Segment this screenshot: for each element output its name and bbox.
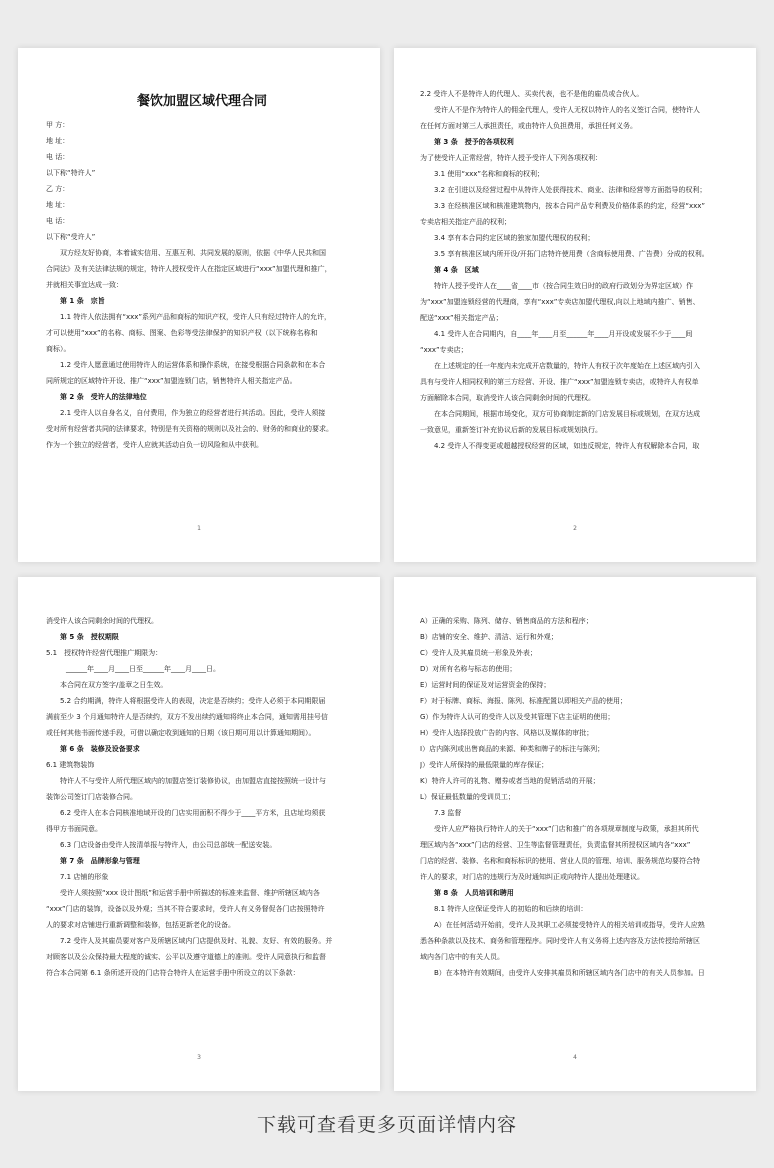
text-line: I）店内陈列或出售商品的来源、种类和牌子的标注与陈列； xyxy=(420,745,605,753)
document-page-3 xyxy=(18,577,380,1091)
text-line: F）对于标牌、商标、海报、陈列、标准配置以即相关产品的使用； xyxy=(420,697,628,705)
text-line: 满前至少 3 个月通知特许人是否续约，双方不发出续约通知将终止本合同，通知需用挂号信 xyxy=(46,713,328,721)
download-more-caption: 下载可查看更多页面详情内容 xyxy=(256,1114,517,1136)
text-line: 3.3 在经核准区域和核准建筑物内，按本合同产品专利费及价格体系的约定，经营“xxx” xyxy=(434,202,706,210)
text-line: 以下称“受许人” xyxy=(46,233,96,241)
text-line: 作为一个独立的经营者，受许人应就其活动自负一切风险和从中获利。 xyxy=(46,441,263,449)
section-heading: 第 6 条 装修及设备要求 xyxy=(60,745,140,753)
text-line: 对顾客以及公众保持最大程度的诚实、公平以及遵守道德上的准则。受许人同意执行和监督 xyxy=(46,953,326,961)
text-line: 1.1 特许人依法拥有“xxx”系列产品和商标的知识产权，受许人只有经过特许人的允许， xyxy=(60,313,332,321)
text-line: 受许人不是作为特许人的佣金代理人，受许人无权以特许人的名义签订合同，使特许人 xyxy=(434,106,700,114)
text-line: 3.1 使用“xxx”名称和商标的权利； xyxy=(434,170,545,178)
text-line: B）在本特许有效期间，由受许人安排其雇员和所辖区域内各门店中的有关人员参加。日 xyxy=(434,969,705,977)
text-line: 或任何其他书面传递手段，可借以确定收到通知的日期（该日期可用以计算通知期间）。 xyxy=(46,729,316,737)
text-line: “xxx”门店的装饰，设备以及外观；当其不符合要求时，受许人有义务督促各门店按照特许 xyxy=(46,905,325,913)
text-line: 甲 方： xyxy=(46,121,70,129)
text-line: L）保证最低数量的受训员工； xyxy=(420,793,515,801)
text-line: 7.2 受许人及其雇员要对客户及所辖区域内门店提供及时、礼貌、友好、有效的服务。并 xyxy=(60,937,333,945)
text-line: 才可以使用“xxx”的名称、商标、图案、色彩等受法律保护的知识产权（以下统称名称和 xyxy=(46,329,318,337)
text-line: 理区域内各“xxx”门店的经营、卫生等监督管理责任，负责监督其所授权区域内各“xxx” xyxy=(420,841,691,849)
text-line: D）对所有名称与标志的使用； xyxy=(420,665,517,673)
text-line: 并就相关事宜达成一致： xyxy=(46,281,123,289)
text-line: 配送“xxx”相关指定产品； xyxy=(420,314,503,322)
text-line: 装饰公司签订门店装修合同。 xyxy=(46,793,137,801)
text-line: 3.4 享有本合同约定区域的独家加盟代理权的权利； xyxy=(434,234,595,242)
text-line: 4.1 受许人在合同期内，自____年____月至______年____月开设或发展不少于____间 xyxy=(434,330,693,338)
text-line: 2.1 受许人以自身名义，自付费用，作为独立的经营者进行其活动。因此，受许人须接 xyxy=(60,409,326,417)
text-line: 在上述规定的任一年度内未完成开店数量的，特许人有权于次年度始在上述区域内引入 xyxy=(434,362,700,370)
text-line: 为了使受许人正常经营，特许人授予受许人下列各项权利： xyxy=(420,154,602,162)
document-page-1 xyxy=(18,48,380,562)
text-line: 受对所有经营者共同的法律要求，特别是有关资格的规则以及社会的、财务的和商业的要求。 xyxy=(46,425,333,433)
text-line: 悉各种条款以及技术、商务和管理程序。同时受许人有义务将上述内容及方法传授给所辖区 xyxy=(420,937,700,945)
text-line: 特许人不与受许人所代理区域内的加盟店签订装修协议，由加盟店直接按照统一设计与 xyxy=(60,777,326,785)
text-line: G）作为特许人认可的受许人以及受其管理下店主证明的使用； xyxy=(420,713,615,721)
section-heading: 第 8 条 人员培训和聘用 xyxy=(434,889,514,897)
text-line: 为“xxx”加盟连锁经营的代理商，享有“xxx”专卖店加盟代理权,向以上地域内推广、销售、 xyxy=(420,298,700,306)
page-number: 2 xyxy=(573,525,577,532)
text-line: 5.1 授权特许经营代理推广期限为： xyxy=(46,649,163,657)
text-line: 5.2 合约期满，特许人将根据受许人的表现，决定是否续约；受许人必须于本同期限届 xyxy=(60,697,326,705)
text-line: B）店铺的安全、维护、清洁、运行和外观； xyxy=(420,633,558,641)
text-line: 电 话： xyxy=(46,153,70,161)
text-line: “xxx”专卖店； xyxy=(420,346,468,354)
text-line: 域内各门店中的有关人员。 xyxy=(420,953,504,961)
text-line: 人的要求对店铺进行重新调整和装修，包括更新老化的设备。 xyxy=(46,921,235,929)
text-line: A）正确的采购、陈列、储存、销售商品的方法和程序； xyxy=(420,617,593,625)
text-line: 2.2 受许人不是特许人的代理人、买卖代表，也不是他的雇员或合伙人。 xyxy=(420,90,644,98)
section-heading: 第 4 条 区域 xyxy=(434,266,479,274)
text-line: 方面解除本合同，取消受许人该合同剩余时间的代理权。 xyxy=(420,394,595,402)
section-heading: 第 5 条 授权期限 xyxy=(60,633,119,641)
text-line: 电 话： xyxy=(46,217,70,225)
text-line: 地 址： xyxy=(46,201,70,209)
text-line: 在本合同期间，根据市场变化，双方可协商制定新的门店发展目标或规划，在双方达成 xyxy=(434,410,700,418)
text-line: C）受许人及其雇员统一形象及外表； xyxy=(420,649,537,657)
text-line: 地 址： xyxy=(46,137,70,145)
text-line: 同所规定的区域特许开设、推广“xxx”加盟连锁门店，销售特许人相关指定产品。 xyxy=(46,377,297,385)
text-line: 7.3 监督 xyxy=(434,809,462,817)
text-line: J）受许人所保持的最低限量的库存保证； xyxy=(420,761,549,769)
text-line: 消受许人该合同剩余时间的代理权。 xyxy=(46,617,158,625)
text-line: 7.1 店铺的形象 xyxy=(60,873,109,881)
section-heading: 第 7 条 品牌形象与管理 xyxy=(60,857,140,865)
text-line: 8.1 特许人应保证受许人的初始的和后续的培训： xyxy=(434,905,588,913)
text-line: 以下称“特许人” xyxy=(46,169,96,177)
document-page-2 xyxy=(394,48,756,562)
text-line: 具有与受许人相同权利的第三方经营、开设、推广“xxx”加盟连锁专卖店，或特许人有权单 xyxy=(420,378,699,386)
text-line: 特许人授予受许人在____省____市（按合同生效日时的政府行政划分为界定区域）作 xyxy=(434,282,693,290)
text-line: 乙 方： xyxy=(46,185,70,193)
text-line: 受许人应严格执行特许人的关于“xxx”门店和推广的各项规章制度与政策，承担其所代 xyxy=(434,825,699,833)
text-line: 1.2 受许人愿意通过使用特许人的运营体系和操作系统，在接受根据合同条款和在本合 xyxy=(60,361,326,369)
text-line: 许人的要求，对门店的违规行为及时通知纠正或向特许人提出处理建议。 xyxy=(420,873,644,881)
text-line: 双方经友好协商，本着诚实信用、互惠互利、共同发展的原则，依据《中华人民共和国 xyxy=(60,249,326,257)
text-line: 3.5 享有核准区域内所开设/开拓门店特许使用费（含商标使用费、广告费）分成的权利。 xyxy=(434,250,709,258)
document-page-4 xyxy=(394,577,756,1091)
text-line: 6.1 建筑物装饰 xyxy=(46,761,95,769)
section-heading: 第 1 条 宗旨 xyxy=(60,297,105,305)
page-number: 1 xyxy=(197,525,201,532)
text-line: 一致意见，重新签订补充协议后新的发展目标或规划执行。 xyxy=(420,426,602,434)
text-line: 本合同在双方签字/盖章之日生效。 xyxy=(60,681,168,689)
text-line: K）特许人许可的礼物、赠券或者当地的促销活动的开展； xyxy=(420,777,600,785)
text-line: 得甲方书面同意。 xyxy=(46,825,102,833)
text-line: 6.2 受许人在本合同核准地域开设的门店实用面积不得少于____平方米，且店址均须获 xyxy=(60,809,326,817)
section-heading: 第 2 条 受许人的法律地位 xyxy=(60,393,147,401)
text-line: E）运营时间的保证及对运营资金的保持； xyxy=(420,681,551,689)
document-title: 餐饮加盟区域代理合同 xyxy=(136,94,267,109)
section-heading: 第 3 条 授予的各项权利 xyxy=(434,138,514,146)
text-line: 专卖店相关指定产品的权利； xyxy=(420,218,511,226)
text-line: 在任何方面对第三人承担责任，或由特许人负担费用，承担任何义务。 xyxy=(420,122,637,130)
text-line: 商标）。 xyxy=(46,345,71,353)
text-line: 符合本合同第 6.1 条所述开设的门店符合特许人在运营手册中所设立的以下条款： xyxy=(46,969,300,977)
text-line: 3.2 在引进以及经营过程中从特许人处获得技术、商业、法律和经营等方面指导的权利； xyxy=(434,186,707,194)
text-line: 门店的经营、装修、名称和商标标识的使用、营业人员的管理、培训、服务规范均要符合特 xyxy=(420,857,700,865)
text-line: 受许人须按照“xxx 设计图纸”和运营手册中所描述的标准来监督、维护所辖区域内各 xyxy=(60,889,320,897)
page-number: 4 xyxy=(573,1054,577,1061)
text-line: 4.2 受许人不得变更或超越授权经营的区域，如违反规定，特许人有权解除本合同，取 xyxy=(434,442,700,450)
page-number: 3 xyxy=(197,1054,201,1061)
text-line: 6.3 门店设备由受许人按清单报与特许人，由公司总部统一配送安装。 xyxy=(60,841,277,849)
text-line: ______年____月____日至______年____月____日。 xyxy=(66,665,220,673)
text-line: A）在任何活动开始前，受许人及其职工必须接受特许人的相关培训或指导，受许人应熟 xyxy=(434,921,705,929)
text-line: H）受许人选择投放广告的内容、风格以及媒体的审批； xyxy=(420,729,594,737)
text-line: 合同法》及有关法律法规的规定，特许人授权受许人在指定区域进行“xxx”加盟代理和推广， xyxy=(46,265,332,273)
